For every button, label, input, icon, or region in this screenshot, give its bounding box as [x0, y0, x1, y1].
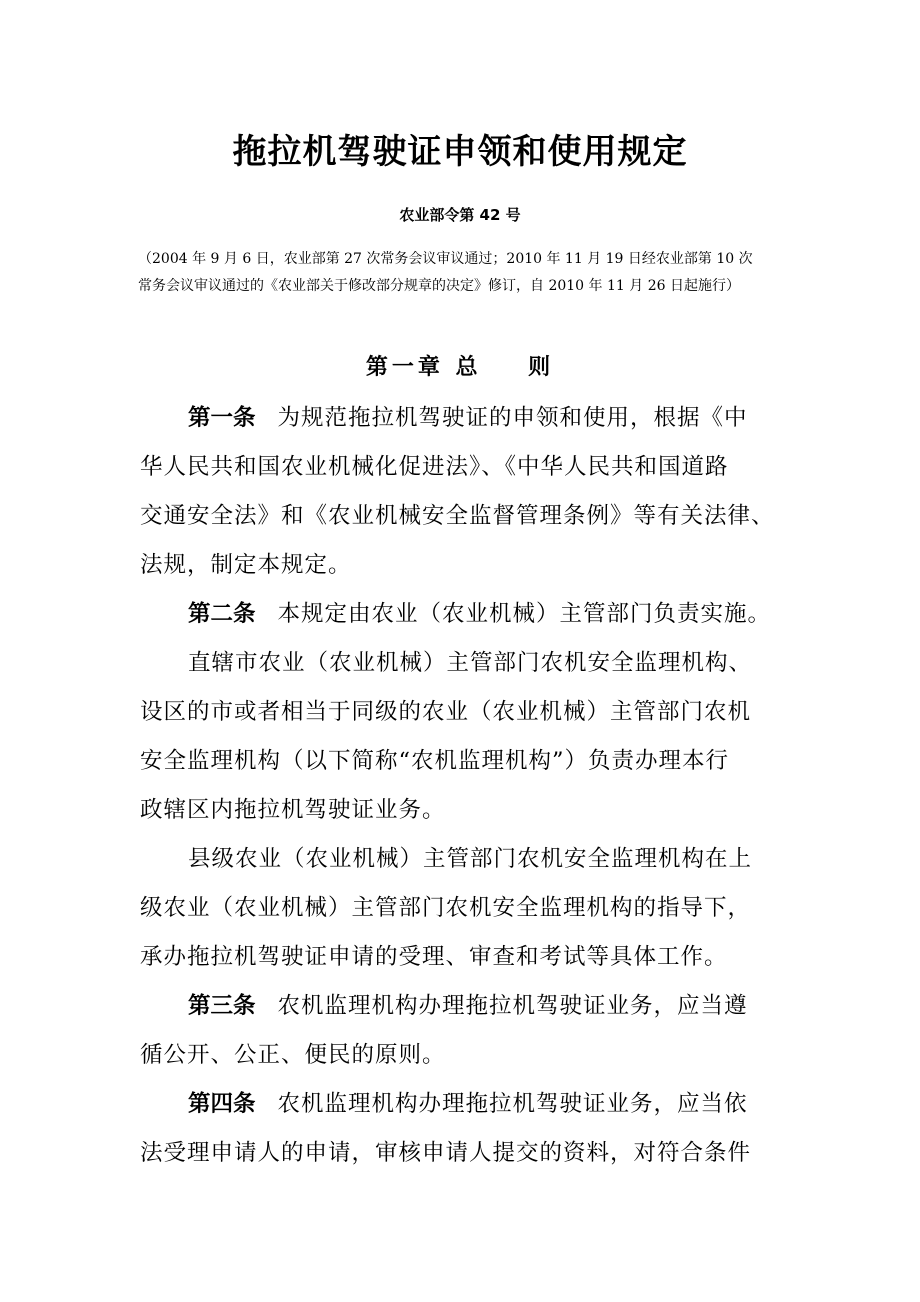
article-1-line: 交通安全法》和《农业机械安全监督管理条例》等有关法律、: [140, 503, 775, 529]
adoption-note: [138, 246, 788, 300]
article-text: 农机监理机构办理拖拉机驾驶证业务，应当依: [277, 1091, 748, 1117]
article-3-line: 循公开、公正、便民的原则。: [140, 1042, 446, 1068]
article-4-first-line: [140, 1080, 800, 1129]
order-number: 农业部令第 42 号: [399, 206, 521, 224]
document-body: [140, 394, 800, 1178]
chapter-heading-text: 第一章 总 则: [365, 355, 555, 380]
chapter-heading: [0, 350, 920, 386]
article-1-line: 华人民共和国农业机械化促进法》、《中华人民共和国道路: [140, 454, 729, 480]
article-label: 第二条: [188, 601, 256, 627]
article-label: 第三条: [188, 993, 256, 1019]
article-1-first-line: [140, 394, 800, 443]
article-2-first-line: [140, 590, 800, 639]
article-4-line: 法受理申请人的申请，审核申请人提交的资料，对符合条件: [140, 1140, 752, 1166]
article-2-paragraph-2-line: 安全监理机构（以下简称“农机监理机构”）负责办理本行: [140, 748, 730, 774]
article-2-paragraph-2-line: 直辖市农业（农业机械）主管部门农机安全监理机构、: [188, 650, 753, 676]
article-label: 第四条: [188, 1091, 256, 1117]
article-2-paragraph-2-line: 设区的市或者相当于同级的农业（农业机械）主管部门农机: [140, 699, 752, 725]
article-text: 为规范拖拉机驾驶证的申领和使用，根据《中: [277, 405, 748, 431]
article-2-paragraph-3-line: 承办拖拉机驾驶证申请的受理、审查和考试等具体工作。: [140, 944, 728, 970]
article-2-paragraph-2-line: 政辖区内拖拉机驾驶证业务。: [140, 797, 446, 823]
article-label: 第一条: [188, 405, 256, 431]
article-2-paragraph-3-line: 级农业（农业机械）主管部门农机安全监理机构的指导下，: [140, 895, 752, 921]
article-3-first-line: [140, 982, 800, 1031]
article-1-line: 法规，制定本规定。: [140, 552, 352, 578]
article-text: 本规定由农业（农业机械）主管部门负责实施。: [277, 601, 772, 627]
article-2-paragraph-3-line: 县级农业（农业机械）主管部门农机安全监理机构在上: [188, 846, 753, 872]
adoption-note-line: （2004 年 9 月 6 日，农业部第 27 次常务会议审议通过；2010 年 11 月 19 日经农业部第 10 次: [138, 251, 753, 267]
article-text: 农机监理机构办理拖拉机驾驶证业务，应当遵: [277, 993, 748, 1019]
document-title: 拖拉机驾驶证申领和使用规定: [232, 132, 688, 172]
adoption-note-line: 常务会议审议通过的《农业部关于修改部分规章的决定》修订，自 2010 年 11 月 26 日起施行）: [138, 278, 740, 294]
